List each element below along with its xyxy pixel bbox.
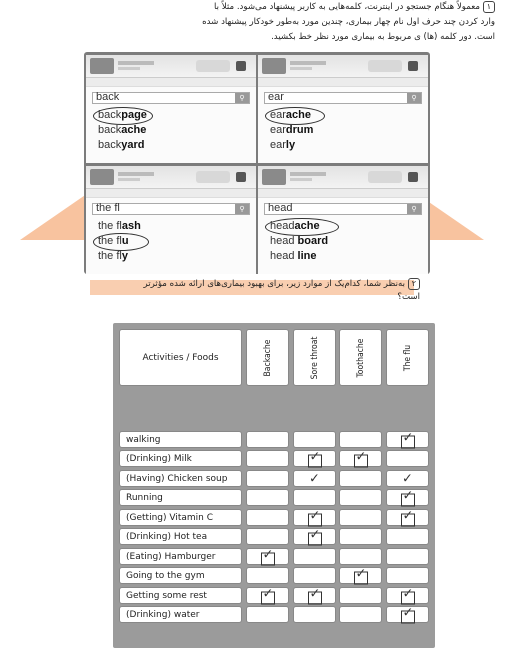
answer-cell[interactable] (293, 489, 336, 506)
answer-cell[interactable] (386, 470, 429, 487)
panel-header (258, 55, 428, 78)
row-label-cell (119, 606, 242, 623)
checkbox-checked-icon (308, 532, 322, 545)
search-icon[interactable]: ⚲ (235, 204, 249, 214)
answer-cell[interactable] (293, 431, 336, 448)
answer-cell[interactable] (386, 528, 429, 545)
answer-cell[interactable] (293, 509, 336, 526)
search-input[interactable] (92, 203, 250, 215)
q1-line-1: ۱ معمولاً هنگام جستجو در اینترنت، کلمه‌هایی به کاربر پیشنهاد می‌شود. مثلاً با (100, 0, 495, 15)
suggestion-item[interactable]: eardrum (270, 124, 314, 136)
answer-cell[interactable] (339, 548, 382, 565)
search-icon[interactable]: ⚲ (407, 93, 421, 103)
search-icon[interactable]: ⚲ (235, 93, 249, 103)
row-label-cell (119, 509, 242, 526)
suggestion-item[interactable]: earache (270, 108, 428, 123)
answer-cell[interactable] (339, 450, 382, 467)
answer-cell[interactable] (293, 567, 336, 584)
suggestion-item[interactable]: early (270, 139, 296, 151)
row-label: (Drinking) water (126, 610, 200, 620)
suggestion-item[interactable]: backache (98, 124, 147, 136)
question-2 (120, 278, 420, 304)
checkbox-checked-icon (401, 513, 415, 526)
column-header-sore-throat (293, 329, 336, 386)
answer-cell[interactable] (246, 450, 289, 467)
answer-cell[interactable] (386, 431, 429, 448)
answer-cell[interactable] (386, 489, 429, 506)
answer-cell[interactable] (246, 548, 289, 565)
answer-cell[interactable] (293, 450, 336, 467)
suggestion-item[interactable]: head line (270, 250, 317, 262)
row-label-cell (119, 567, 242, 584)
column-label: Backache (262, 339, 273, 376)
row-label-cell (119, 470, 242, 487)
panel-header (86, 166, 256, 189)
app-icon (408, 61, 418, 71)
avatar (262, 169, 286, 185)
answer-cell[interactable] (293, 587, 336, 604)
answer-cell[interactable] (293, 470, 336, 487)
column-header-backache (246, 329, 289, 386)
search-panel-flu (86, 166, 256, 274)
suggestion-item[interactable]: backpage (98, 108, 256, 123)
suggestion-item[interactable]: backyard (98, 139, 145, 151)
app-icon (236, 61, 246, 71)
column-label: Sore throat (309, 336, 320, 379)
answer-cell[interactable] (246, 587, 289, 604)
checkbox-checked-icon (401, 610, 415, 623)
site-logo (196, 171, 230, 183)
answer-cell[interactable] (339, 567, 382, 584)
app-icon (236, 172, 246, 182)
search-query: ear (268, 91, 284, 103)
column-label: Toothache (355, 338, 366, 377)
answer-cell[interactable] (386, 450, 429, 467)
checkbox-checked-icon (261, 552, 275, 565)
answer-cell[interactable] (246, 431, 289, 448)
checkbox-checked-icon (308, 513, 322, 526)
site-logo (368, 171, 402, 183)
panel-header (86, 55, 256, 78)
answer-cell[interactable] (386, 548, 429, 565)
avatar (90, 169, 114, 185)
row-label: Going to the gym (126, 571, 205, 581)
answer-cell[interactable] (386, 509, 429, 526)
answer-cell[interactable] (339, 431, 382, 448)
table-header-activities (119, 329, 242, 386)
row-label: walking (126, 435, 161, 445)
q1-line-3: است. دور کلمه (ها) ی مربوط به بیماری مورد نظر خط بکشید. (271, 32, 495, 42)
answer-cell[interactable] (339, 470, 382, 487)
search-icon[interactable]: ⚲ (407, 204, 421, 214)
search-input[interactable] (264, 92, 422, 104)
avatar (90, 58, 114, 74)
row-label: (Eating) Hamburger (126, 552, 216, 562)
answer-cell[interactable] (293, 606, 336, 623)
row-label-cell (119, 548, 242, 565)
row-label: (Drinking) Milk (126, 454, 192, 464)
answer-cell[interactable] (386, 587, 429, 604)
search-panel-back (86, 55, 256, 163)
row-label-cell (119, 431, 242, 448)
column-header-toothache (339, 329, 382, 386)
answer-cell[interactable] (246, 509, 289, 526)
search-input[interactable] (264, 203, 422, 215)
row-label: (Drinking) Hot tea (126, 532, 208, 542)
activities-table (113, 323, 435, 648)
row-label: (Getting) Vitamin C (126, 513, 213, 523)
checkbox-checked-icon (261, 591, 275, 604)
row-label-cell (119, 489, 242, 506)
site-logo (368, 60, 402, 72)
answer-cell[interactable] (293, 528, 336, 545)
row-label: Running (126, 493, 163, 503)
suggestion-item[interactable]: the flash (98, 220, 141, 232)
answer-cell[interactable] (339, 606, 382, 623)
search-panel-ear (258, 55, 428, 163)
column-label: The flu (402, 344, 413, 371)
panel-header (258, 166, 428, 189)
q2-number: ۲ (408, 278, 420, 290)
q1-line-2: وارد کردن چند حرف اول نام چهار بیماری، چندین مورد به‌طور خودکار پیشنهاد شده (202, 17, 495, 27)
column-header-the-flu (386, 329, 429, 386)
search-query: back (96, 91, 120, 103)
answer-cell[interactable] (246, 489, 289, 506)
checkbox-checked-icon (354, 571, 368, 584)
answer-cell[interactable] (246, 470, 289, 487)
answer-cell[interactable] (339, 489, 382, 506)
question-1 (100, 0, 495, 45)
q2-line-1: ۲ به‌نظر شما، کدام‌یک از موارد زیر، برای بهبود بیماری‌های ارائه شده مؤثرتر (120, 278, 420, 291)
row-label-cell (119, 528, 242, 545)
answer-cell[interactable] (339, 509, 382, 526)
row-label-cell (119, 450, 242, 467)
header-label: Activities / Foods (142, 353, 219, 363)
answer-cell[interactable] (246, 567, 289, 584)
answer-cell[interactable] (386, 606, 429, 623)
row-label-cell (119, 587, 242, 604)
suggestion-item[interactable]: the fly (98, 250, 128, 262)
site-logo (196, 60, 230, 72)
answer-cell[interactable] (246, 606, 289, 623)
answer-cell[interactable] (293, 548, 336, 565)
check-icon: ✓ (402, 471, 413, 486)
answer-cell[interactable] (386, 567, 429, 584)
search-query: the fl (96, 202, 120, 214)
suggestion-item[interactable]: head board (270, 235, 329, 247)
avatar (262, 58, 286, 74)
checkbox-checked-icon (401, 493, 415, 506)
search-input[interactable] (92, 92, 250, 104)
answer-cell[interactable] (246, 528, 289, 545)
search-query: head (268, 202, 293, 214)
answer-cell[interactable] (339, 587, 382, 604)
checkbox-checked-icon (308, 591, 322, 604)
checkbox-checked-icon (354, 454, 368, 467)
answer-cell[interactable] (339, 528, 382, 545)
suggestion-item[interactable]: the flu (98, 234, 256, 249)
checkbox-checked-icon (401, 591, 415, 604)
app-icon (408, 172, 418, 182)
check-icon: ✓ (309, 471, 320, 486)
suggestion-item[interactable]: headache (270, 219, 428, 234)
search-panel-head (258, 166, 428, 274)
checkbox-checked-icon (308, 454, 322, 467)
row-label: (Having) Chicken soup (126, 474, 228, 484)
row-label: Getting some rest (126, 591, 207, 601)
q2-line-2: است؟ (397, 292, 420, 302)
q1-number: ۱ (483, 1, 495, 13)
checkbox-checked-icon (401, 435, 415, 448)
